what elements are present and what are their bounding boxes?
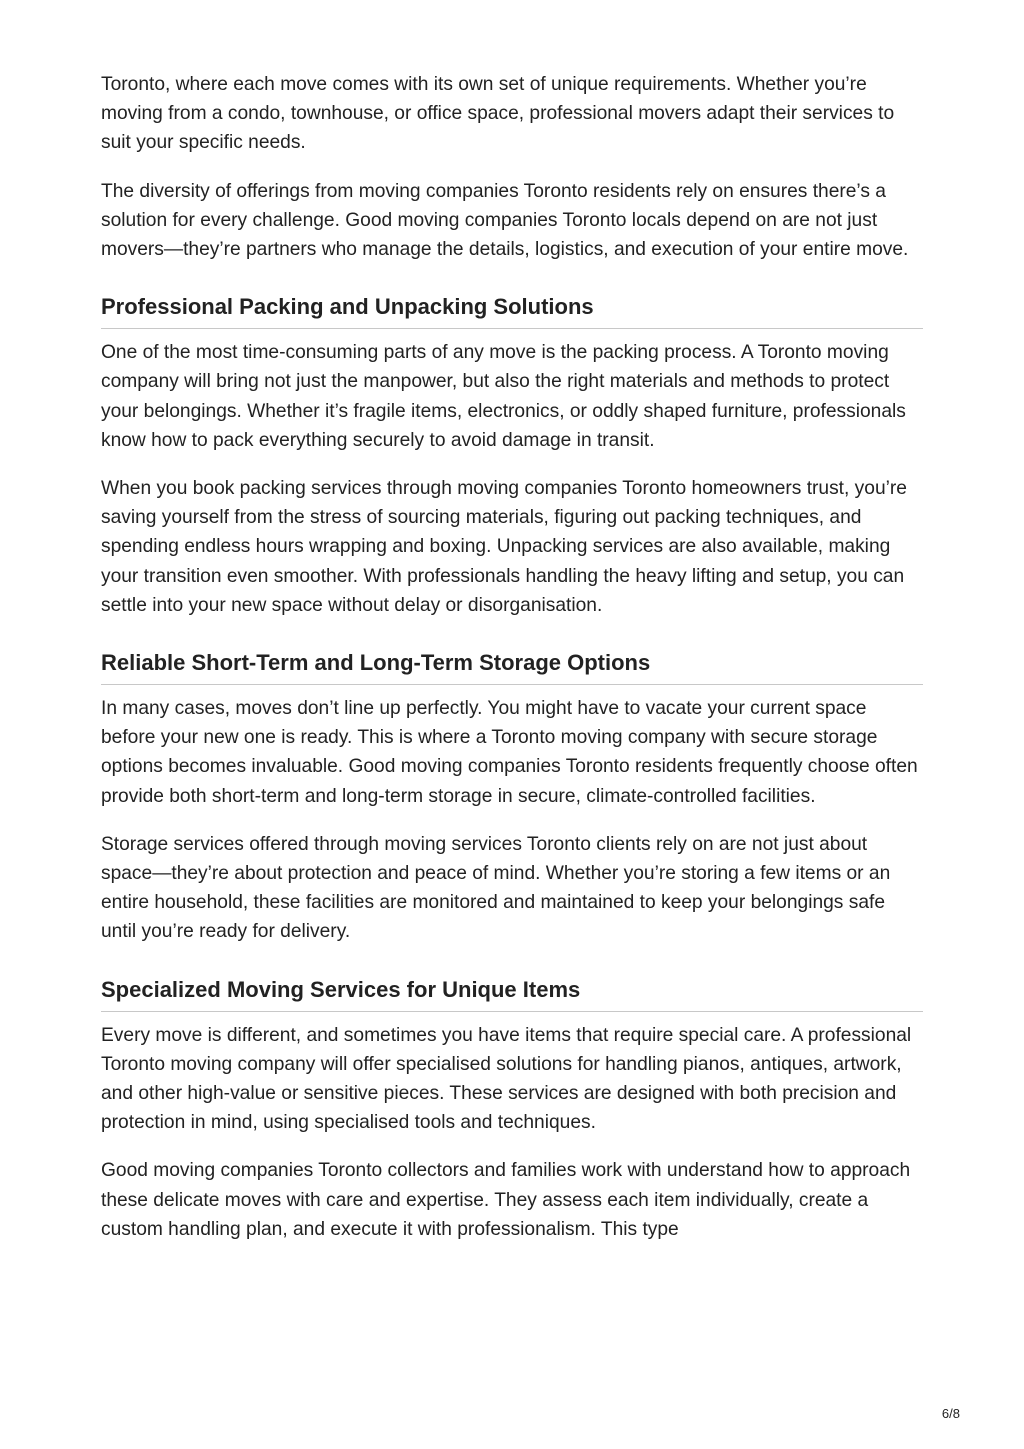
intro-paragraph-1: Toronto, where each move comes with its own set of unique requirements. Whether you’re moving from a condo, townhouse, or office space, professional movers adapt their services to suit your specific needs. [101, 74, 895, 154]
section-heading-storage: Reliable Short-Term and Long-Term Storage Options [101, 649, 923, 685]
section-heading-specialized: Specialized Moving Services for Unique Items [101, 976, 923, 1012]
section-body-specialized [101, 1021, 923, 1244]
storage-paragraph-2: Storage services offered through moving services Toronto clients rely on are not just about space—they’re about protection and peace of mind. Whether you’re storing a few items or an entire household, these facilities are monitored and maintained to keep your belongings safe until you’re ready for delivery. [101, 833, 891, 943]
storage-paragraph-1: In many cases, moves don’t line up perfectly. You might have to vacate your current space before your new one is ready. This is where a Toronto moving company with secure storage options becomes invaluable. Good moving companies Toronto residents frequently choose often provide both short-term and long-term storage in secure, climate-controlled facilities. [101, 698, 918, 807]
document-page [101, 70, 923, 1263]
specialized-paragraph-1: Every move is different, and sometimes you have items that require special care. A professional Toronto moving company will offer specialised solutions for handling pianos, antiques, artwork, and other high-value or sensitive pieces. These services are designed with both precision and protection in mind, using specialised tools and techniques. [101, 1024, 912, 1134]
section-heading-packing: Professional Packing and Unpacking Solutions [101, 293, 923, 329]
packing-paragraph-1: One of the most time-consuming parts of any move is the packing process. A Toronto moving company will bring not just the manpower, but also the right materials and methods to protect your belongings. Whether it’s fragile items, electronics, or oddly shaped furniture, professionals know how to pack everything securely to avoid damage in transit. [101, 342, 906, 451]
section-body-packing [101, 338, 923, 620]
page-number: 6/8 [941, 1406, 960, 1421]
specialized-paragraph-2: Good moving companies Toronto collectors and families work with understand how to approach these delicate moves with care and expertise. They assess each item individually, create a custom handling plan, and execute it with professionalism. This type [101, 1160, 911, 1240]
intro-paragraph-2: The diversity of offerings from moving companies Toronto residents rely on ensures there’s a solution for every challenge. Good moving companies Toronto locals depend on are not just movers—they’re partners who manage the details, logistics, and execution of your entire move. [101, 180, 909, 261]
packing-paragraph-2: When you book packing services through moving companies Toronto homeowners trust, you’re saving yourself from the stress of sourcing materials, figuring out packing techniques, and spending endless hours wrapping and boxing. Unpacking services are also available, making your transition even smoother. With professionals handling the heavy lifting and setup, you can settle into your new space without delay or disorganisation. [101, 478, 907, 616]
section-body-storage [101, 694, 923, 947]
